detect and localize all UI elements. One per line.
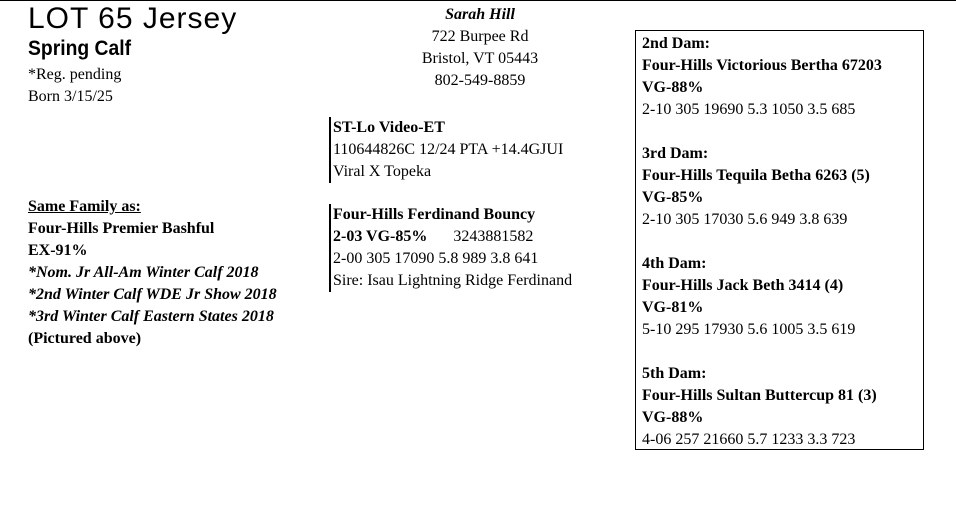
ancestor-dam-score: VG-81% bbox=[642, 299, 704, 316]
ancestor-dam bbox=[642, 33, 923, 121]
dam-sire: Sire: Isau Lightning Ridge Ferdinand bbox=[333, 272, 573, 289]
consignor-contact bbox=[390, 4, 570, 92]
dam-classification-row bbox=[333, 226, 572, 248]
animal-class: Spring Calf bbox=[28, 37, 132, 60]
ancestor-dam-name: Four-Hills Jack Beth 3414 (4) bbox=[642, 277, 844, 294]
dam-reg-number: 3243881582 bbox=[453, 228, 534, 245]
pictured-note: (Pictured above) bbox=[28, 330, 142, 347]
dam-name: Four-Hills Ferdinand Bouncy bbox=[333, 206, 536, 223]
consignor-city: Bristol, VT 05443 bbox=[421, 50, 539, 67]
dam-label: 3rd Dam: bbox=[642, 145, 709, 162]
dam-label: 2nd Dam: bbox=[642, 35, 711, 52]
sire-pedigree: Viral X Topeka bbox=[333, 163, 432, 180]
registration-status: *Reg. pending bbox=[28, 66, 122, 83]
family-award: *2nd Winter Calf WDE Jr Show 2018 bbox=[28, 286, 277, 303]
dam-label: 4th Dam: bbox=[642, 255, 707, 272]
ancestor-dam bbox=[642, 363, 923, 451]
family-award: *Nom. Jr All-Am Winter Calf 2018 bbox=[28, 264, 259, 281]
ancestor-dam bbox=[642, 253, 923, 341]
ancestor-dam-name: Four-Hills Victorious Bertha 67203 bbox=[642, 57, 882, 74]
lot-title: LOT 65 Jersey bbox=[28, 2, 238, 35]
ancestor-dam-score: VG-85% bbox=[642, 189, 704, 206]
consignor-phone: 802-549-8859 bbox=[434, 72, 526, 89]
same-family-heading: Same Family as: bbox=[28, 198, 141, 215]
maternal-pedigree-box bbox=[635, 30, 924, 450]
sire-block bbox=[329, 117, 563, 183]
dam-record: 2-00 305 17090 5.8 989 3.8 641 bbox=[333, 250, 539, 267]
dam-block bbox=[329, 204, 572, 292]
sire-genomics: 110644826C 12/24 PTA +14.4GJUI bbox=[333, 141, 564, 158]
dam-classification: 2-03 VG-85% bbox=[333, 228, 428, 245]
ancestor-dam bbox=[642, 143, 923, 231]
same-family-block bbox=[28, 196, 277, 350]
ancestor-dam-record: 2-10 305 19690 5.3 1050 3.5 685 bbox=[642, 101, 856, 118]
birth-date: Born 3/15/25 bbox=[28, 88, 113, 105]
ancestor-dam-name: Four-Hills Sultan Buttercup 81 (3) bbox=[642, 387, 877, 404]
sire-name: ST-Lo Video-ET bbox=[333, 119, 445, 136]
dam-label: 5th Dam: bbox=[642, 365, 707, 382]
family-award: *3rd Winter Calf Eastern States 2018 bbox=[28, 308, 274, 325]
ancestor-dam-score: VG-88% bbox=[642, 79, 704, 96]
ancestor-dam-record: 4-06 257 21660 5.7 1233 3.3 723 bbox=[642, 431, 856, 448]
family-member-name: Four-Hills Premier Bashful bbox=[28, 220, 215, 237]
ancestor-dam-score: VG-88% bbox=[642, 409, 704, 426]
consignor-address: 722 Burpee Rd bbox=[431, 28, 529, 45]
top-border bbox=[0, 0, 956, 1]
family-member-score: EX-91% bbox=[28, 242, 88, 259]
consignor-name: Sarah Hill bbox=[445, 6, 515, 23]
ancestor-dam-record: 5-10 295 17930 5.6 1005 3.5 619 bbox=[642, 321, 856, 338]
ancestor-dam-record: 2-10 305 17030 5.6 949 3.8 639 bbox=[642, 211, 848, 228]
ancestor-dam-name: Four-Hills Tequila Betha 6263 (5) bbox=[642, 167, 870, 184]
